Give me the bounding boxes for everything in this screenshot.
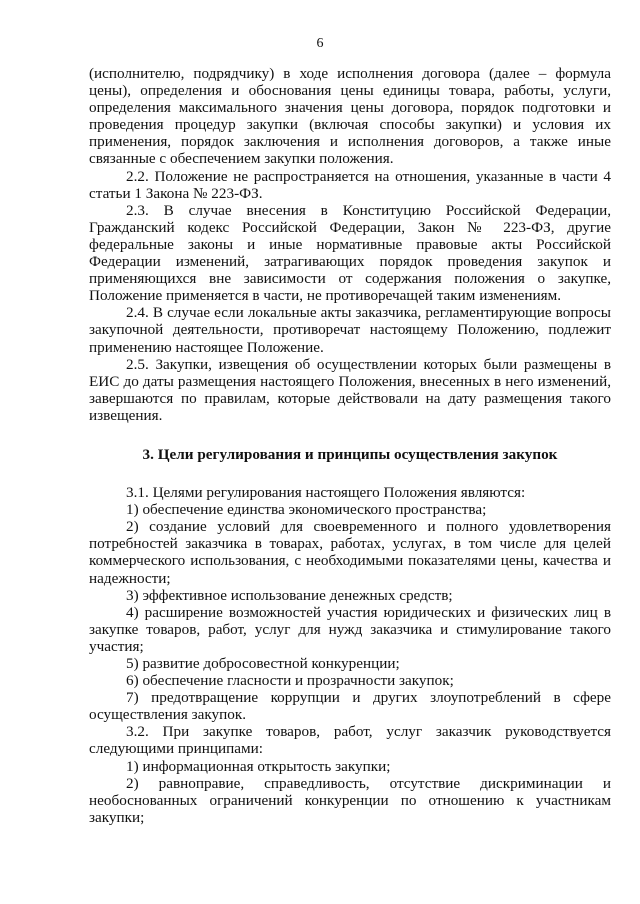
spacer <box>89 463 611 484</box>
section-heading: 3. Цели регулирования и принципы осуществления закупок <box>142 445 558 463</box>
paragraph-2-4: 2.4. В случае если локальные акты заказчика, регламентирующие вопросы закупочной деятельности, противоречат настоящему Положению, подлежит применению настоящее Положение. <box>89 304 611 356</box>
page-number: 6 <box>316 36 324 51</box>
list-item: 3) эффективное использование денежных средств; <box>126 586 453 604</box>
paragraph-3-1: 3.1. Целями регулирования настоящего Положения являются: <box>126 484 526 502</box>
document-body <box>89 65 611 826</box>
paragraph-continuation: (исполнителю, подрядчику) в ходе исполнения договора (далее – формула цены), определения и обоснования цены единицы товара, работы, услуги, определения максимального значения цены договора, порядок подготовки и проведения процедур закупки (включая способы закупки) и условия их применения, порядок заключения и исполнения договоров, а также иные связанные с обеспечением закупки положения. <box>89 65 611 168</box>
list-item: 1) обеспечение единства экономического пространства; <box>126 501 487 519</box>
list-item: 4) расширение возможностей участия юридических и физических лиц в закупке товаров, работ, услуг для нужд заказчика и стимулирование такого участия; <box>89 603 611 655</box>
list-item: 6) обеспечение гласности и прозрачности закупок; <box>126 672 454 690</box>
list-item: 2) равноправие, справедливость, отсутствие дискриминации и необоснованных ограничений конкуренции по отношению к участникам закупки; <box>89 774 611 826</box>
list-item: 5) развитие добросовестной конкуренции; <box>126 655 400 672</box>
paragraph-3-2: 3.2. При закупке товаров, работ, услуг заказчик руководствуется следующими принципами: <box>89 723 611 758</box>
paragraph-2-2: 2.2. Положение не распространяется на отношения, указанные в части 4 статьи 1 Закона № 223-ФЗ. <box>89 167 611 202</box>
list-item: 2) создание условий для своевременного и полного удовлетворения потребностей заказчика в товарах, работах, услугах, в том числе для целей коммерческого использования, с необходимыми показателями цены, качества и надежности; <box>89 518 611 587</box>
paragraph-2-3: 2.3. В случае внесения в Конституцию Российской Федерации, Гражданский кодекс Российской Федерации, Закон № 223-ФЗ, другие федеральные законы и иные нормативные правовые акты Российской Федерации изменений, затрагивающих порядок проведения закупок и применяющихся вне зависимости от содержания положения о закупке, Положение применяется в части, не противоречащей таким изменениям. <box>89 201 611 305</box>
list-item: 1) информационная открытость закупки; <box>126 757 391 775</box>
paragraph-2-5: 2.5. Закупки, извещения об осуществлении которых были размещены в ЕИС до даты размещения настоящего Положения, внесенных в него изменений, завершаются по правилам, которые действовали на дату размещения такого извещения. <box>89 355 611 424</box>
spacer <box>89 424 611 446</box>
list-item: 7) предотвращение коррупции и других злоупотреблений в сфере осуществления закупок. <box>89 689 611 724</box>
